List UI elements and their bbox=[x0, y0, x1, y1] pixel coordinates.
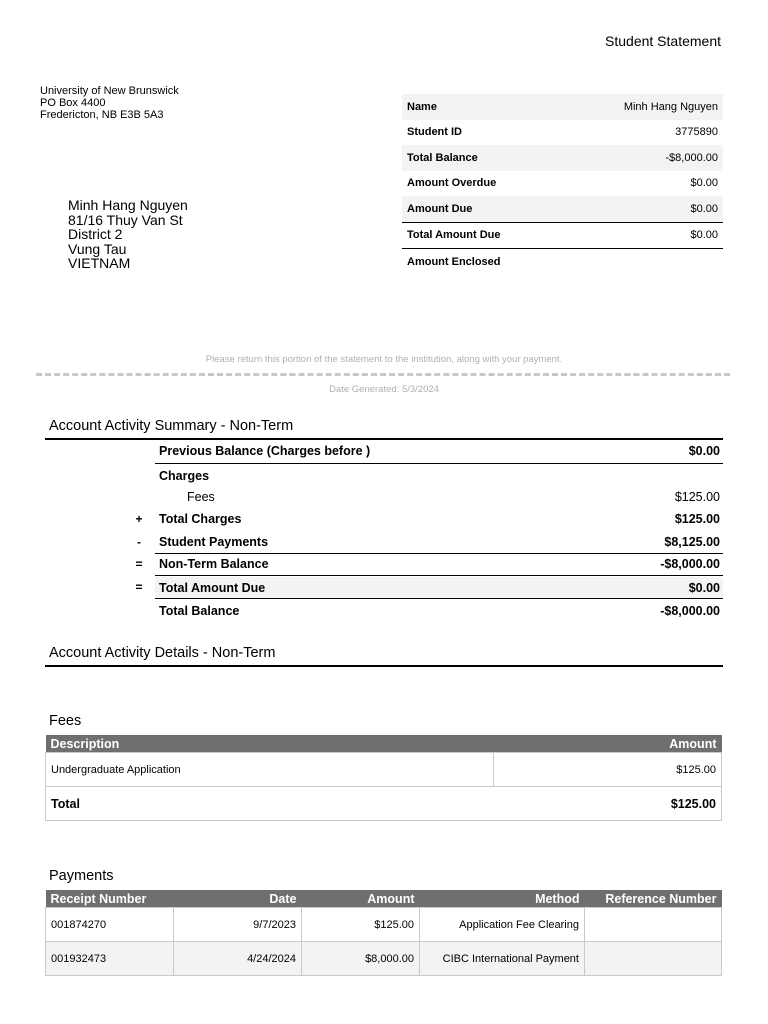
info-value: 3775890 bbox=[675, 126, 718, 139]
recipient-address bbox=[68, 198, 188, 271]
details-title: Account Activity Details - Non-Term bbox=[49, 645, 276, 661]
summary-non-term-balance bbox=[155, 553, 723, 575]
payment-date: 9/7/2023 bbox=[174, 908, 302, 942]
recipient-country: VIETNAM bbox=[68, 255, 131, 272]
fees-total-row bbox=[46, 787, 722, 821]
summary-divider bbox=[155, 463, 723, 464]
info-row-total-amount-due bbox=[402, 222, 723, 249]
institution-address bbox=[40, 85, 179, 121]
info-row-amount-enclosed bbox=[402, 249, 723, 275]
summary-label: Total Balance bbox=[159, 604, 240, 618]
summary-label: Total Charges bbox=[159, 512, 242, 526]
info-row-amount-overdue bbox=[402, 171, 723, 197]
institution-city: Fredericton, NB E3B 5A3 bbox=[40, 109, 164, 121]
fees-table bbox=[45, 735, 722, 821]
date-generated: Date Generated: 5/3/2024 bbox=[329, 384, 439, 395]
column-header-description: Description bbox=[46, 735, 494, 753]
fees-total-label: Total bbox=[46, 787, 494, 821]
table-row bbox=[46, 908, 722, 942]
amount-enclosed-field[interactable] bbox=[562, 249, 723, 275]
perforation-line bbox=[36, 373, 730, 376]
column-header-method: Method bbox=[420, 890, 585, 908]
institution-po-box: PO Box 4400 bbox=[40, 97, 106, 109]
table-row bbox=[46, 942, 722, 976]
info-label: Student ID bbox=[407, 126, 462, 139]
column-header-reference: Reference Number bbox=[585, 890, 722, 908]
summary-previous-balance bbox=[155, 440, 723, 462]
summary-amount: $8,125.00 bbox=[664, 535, 720, 549]
payment-receipt: 001874270 bbox=[46, 908, 174, 942]
summary-amount: $125.00 bbox=[674, 490, 720, 504]
summary-amount: -$8,000.00 bbox=[660, 557, 720, 571]
info-row-total-balance bbox=[402, 145, 723, 171]
payment-date: 4/24/2024 bbox=[174, 942, 302, 976]
account-info-table bbox=[402, 94, 723, 275]
payment-method: Application Fee Clearing bbox=[420, 908, 585, 942]
summary-charges-heading bbox=[155, 465, 723, 487]
operator-minus: - bbox=[137, 535, 141, 549]
payment-amount: $8,000.00 bbox=[302, 942, 420, 976]
summary-amount: $0.00 bbox=[688, 444, 720, 458]
details-title-rule bbox=[45, 665, 723, 667]
info-label: Amount Overdue bbox=[407, 177, 497, 190]
statement-title: Student Statement bbox=[605, 33, 721, 49]
institution-name: University of New Brunswick bbox=[40, 85, 179, 97]
summary-amount: -$8,000.00 bbox=[660, 604, 720, 618]
recipient-street: 81/16 Thuy Van St bbox=[68, 211, 183, 228]
summary-divider bbox=[155, 598, 723, 599]
summary-total-balance bbox=[155, 600, 723, 622]
info-label: Amount Due bbox=[402, 196, 562, 222]
info-value: $0.00 bbox=[562, 196, 723, 222]
info-row-name bbox=[402, 94, 723, 120]
summary-amount: $125.00 bbox=[674, 512, 720, 526]
column-header-date: Date bbox=[174, 890, 302, 908]
return-instruction: Please return this portion of the statement to the institution, along with your payment. bbox=[205, 354, 563, 365]
info-row-amount-due bbox=[402, 196, 723, 222]
summary-fees bbox=[155, 486, 723, 508]
fee-amount: $125.00 bbox=[494, 753, 722, 787]
recipient-district: District 2 bbox=[68, 226, 123, 243]
fees-title: Fees bbox=[49, 713, 82, 729]
operator-equals: = bbox=[135, 580, 143, 594]
summary-student-payments bbox=[155, 531, 723, 553]
column-header-amount: Amount bbox=[302, 890, 420, 908]
summary-total-amount-due bbox=[155, 577, 723, 599]
summary-amount: $0.00 bbox=[688, 581, 720, 595]
info-label: Amount Enclosed bbox=[402, 249, 562, 275]
fee-description: Undergraduate Application bbox=[46, 753, 494, 787]
summary-divider bbox=[155, 575, 723, 576]
payment-amount: $125.00 bbox=[302, 908, 420, 942]
column-header-amount: Amount bbox=[494, 735, 722, 753]
summary-label: Non-Term Balance bbox=[159, 557, 269, 571]
info-label: Total Balance bbox=[402, 145, 562, 171]
info-label: Total Amount Due bbox=[402, 222, 562, 249]
operator-plus: + bbox=[135, 512, 143, 526]
payments-title: Payments bbox=[49, 868, 114, 884]
summary-label: Charges bbox=[159, 469, 210, 483]
info-value: Minh Hang Nguyen bbox=[562, 94, 723, 120]
info-row-student-id bbox=[402, 120, 723, 146]
summary-label: Previous Balance (Charges before ) bbox=[159, 444, 371, 458]
summary-title: Account Activity Summary - Non-Term bbox=[49, 418, 294, 434]
fees-header-row bbox=[46, 735, 722, 753]
column-header-receipt: Receipt Number bbox=[46, 890, 174, 908]
summary-total-charges bbox=[155, 508, 723, 530]
info-value: $0.00 bbox=[690, 177, 718, 190]
payments-header-row bbox=[46, 890, 722, 908]
summary-label: Total Amount Due bbox=[159, 581, 266, 595]
summary-label: Fees bbox=[187, 490, 215, 504]
info-label: Name bbox=[402, 94, 562, 120]
recipient-name: Minh Hang Nguyen bbox=[68, 197, 188, 213]
info-value: $0.00 bbox=[562, 222, 723, 249]
info-value: -$8,000.00 bbox=[562, 145, 723, 171]
fees-total-amount: $125.00 bbox=[494, 787, 722, 821]
summary-label: Student Payments bbox=[159, 535, 269, 549]
payment-reference bbox=[585, 942, 722, 976]
operator-equals: = bbox=[135, 557, 143, 571]
table-row bbox=[46, 753, 722, 787]
recipient-city: Vung Tau bbox=[68, 240, 127, 257]
payment-reference bbox=[585, 908, 722, 942]
payments-table bbox=[45, 890, 722, 976]
payment-receipt: 001932473 bbox=[46, 942, 174, 976]
payment-method: CIBC International Payment bbox=[420, 942, 585, 976]
